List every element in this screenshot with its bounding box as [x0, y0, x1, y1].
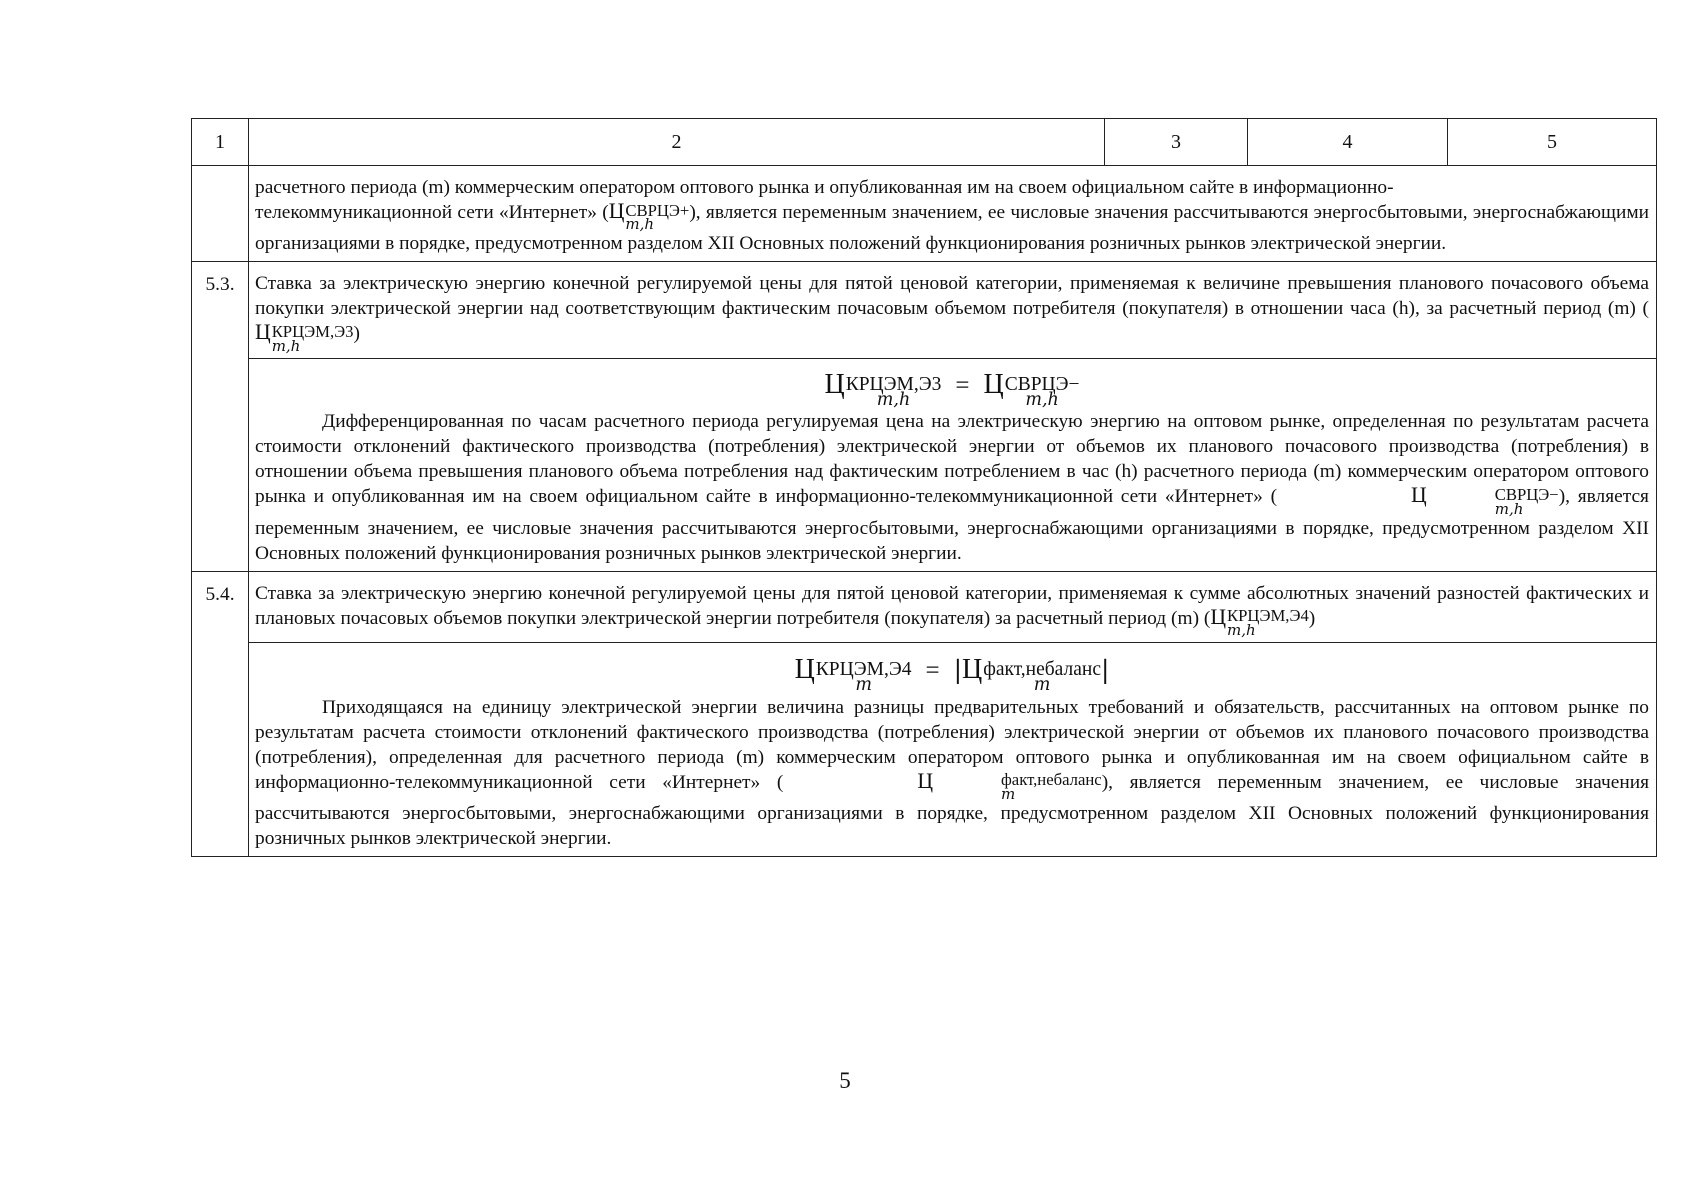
price-symbol-krcem-e4: Ц КРЦЭМ,Э4 m,h	[1210, 604, 1309, 639]
item-5-4-title-cell	[249, 571, 1657, 642]
page-number: 5	[839, 1068, 851, 1093]
item-5-3-description: Дифференцированная по часам расчетного периода регулируемая цена на электрическую энергию на оптовом рынке, определенная по результатам расчета стоимости отклонений фактического производства (потребления) электрической энергии от объемов их планового почасового производства (потребления) в отношении объема превышения планового объема потребления над фактическим потреблением в час (h) расчетного периода (m) коммерческим оператором оптового рынка и опубликованная им на своем официальном сайте в информационно-телекоммуникационной сети «Интернет» ( Ц СВРЦЭ− m,h ), является переменным значением, ее числовые значения рассчитываются энергосбытовыми, энергоснабжающими организациями в порядке, предусмотренном разделом XII Основных положений функционирования розничных рынков электрической энергии.	[255, 411, 1649, 564]
item-5-4-formula-cell	[249, 643, 1657, 857]
price-symbol-svrce-plus: Ц СВРЦЭ+ m,h	[608, 199, 690, 234]
continuation-cell	[249, 166, 1657, 262]
price-symbol-krcem-e3: Ц КРЦЭМ,Э3 m,h	[255, 320, 354, 355]
column-header-2: 2	[249, 119, 1105, 166]
formula-5-3: Ц КРЦЭМ,Э3 m,h = Ц СВРЦЭ− m,h	[824, 368, 1080, 410]
column-header-1: 1	[192, 119, 249, 166]
item-5-4-title: Ставка за электрическую энергию конечной регулируемой цены для пятой ценовой категории, применяемая к сумме абсолютных значений разностей фактических и плановых почасовых объемов покупки электрической энергии потребителя (покупателя) за расчетный период (m) (Ц КРЦЭМ,Э4 m,h )	[255, 582, 1649, 639]
column-header-4: 4	[1248, 119, 1448, 166]
table-header-row	[192, 119, 1657, 166]
tariff-table	[191, 118, 1657, 857]
row-number-empty	[192, 166, 249, 262]
table-row-continuation	[192, 166, 1657, 262]
price-symbol-svrce-minus: Ц СВРЦЭ− m,h	[1411, 483, 1559, 518]
column-header-5: 5	[1448, 119, 1657, 166]
table-row-5-3-formula	[192, 358, 1657, 571]
table-row-5-4-formula	[192, 643, 1657, 857]
formula-5-4: Ц КРЦЭМ,Э4 m = |Ц факт,небаланс m |	[794, 654, 1110, 696]
price-symbol-fakt-nebalans: Ц факт,небаланс m	[917, 768, 1102, 804]
item-5-3-title-cell	[249, 262, 1657, 358]
item-5-3-formula-cell	[249, 358, 1657, 571]
table-row-5-3	[192, 262, 1657, 358]
item-5-3-title: Ставка за электрическую энергию конечной регулируемой цены для пятой ценовой категории, применяемая к величине превышения планового почасового объема покупки электрической энергии над соответствующим фактическим почасовым объемом потребителя (покупателя) в отношении часа (h), за расчетный период (m) (Ц КРЦЭМ,Э3 m,h )	[255, 273, 1649, 355]
column-header-3: 3	[1105, 119, 1248, 166]
continuation-text: расчетного периода (m) коммерческим оператором оптового рынка и опубликованная им на своем официальном сайте в информационно- телекоммуникационной сети «Интернет» (Ц СВРЦЭ+ m,h ), является переменным значением, ее числовые значения рассчитываются энергосбытовыми, энергоснабжающими организациями в порядке, предусмотренном разделом XII Основных положений функционирования розничных рынков электрической энергии.	[255, 177, 1649, 255]
item-5-4-description: Приходящаяся на единицу электрической энергии величина разницы предварительных требований и обязательств, рассчитанных на оптовом рынке по результатам расчета стоимости отклонений фактического производства (потребления) электрической энергии от объемов их планового почасового производства (потребления), определенная для расчетного периода (m) коммерческим оператором оптового рынка и опубликованная им на своем официальном сайте в информационно-телекоммуникационной сети «Интернет» ( Ц факт,небаланс m ), является переменным значением, ее числовые значения рассчитываются энергосбытовыми, энергоснабжающими организациями в порядке, предусмотренном разделом XII Основных положений функционирования розничных рынков электрической энергии.	[255, 696, 1649, 850]
table-row-5-4	[192, 571, 1657, 642]
row-number-5-3: 5.3.	[192, 262, 249, 571]
row-number-5-4: 5.4.	[192, 571, 249, 856]
